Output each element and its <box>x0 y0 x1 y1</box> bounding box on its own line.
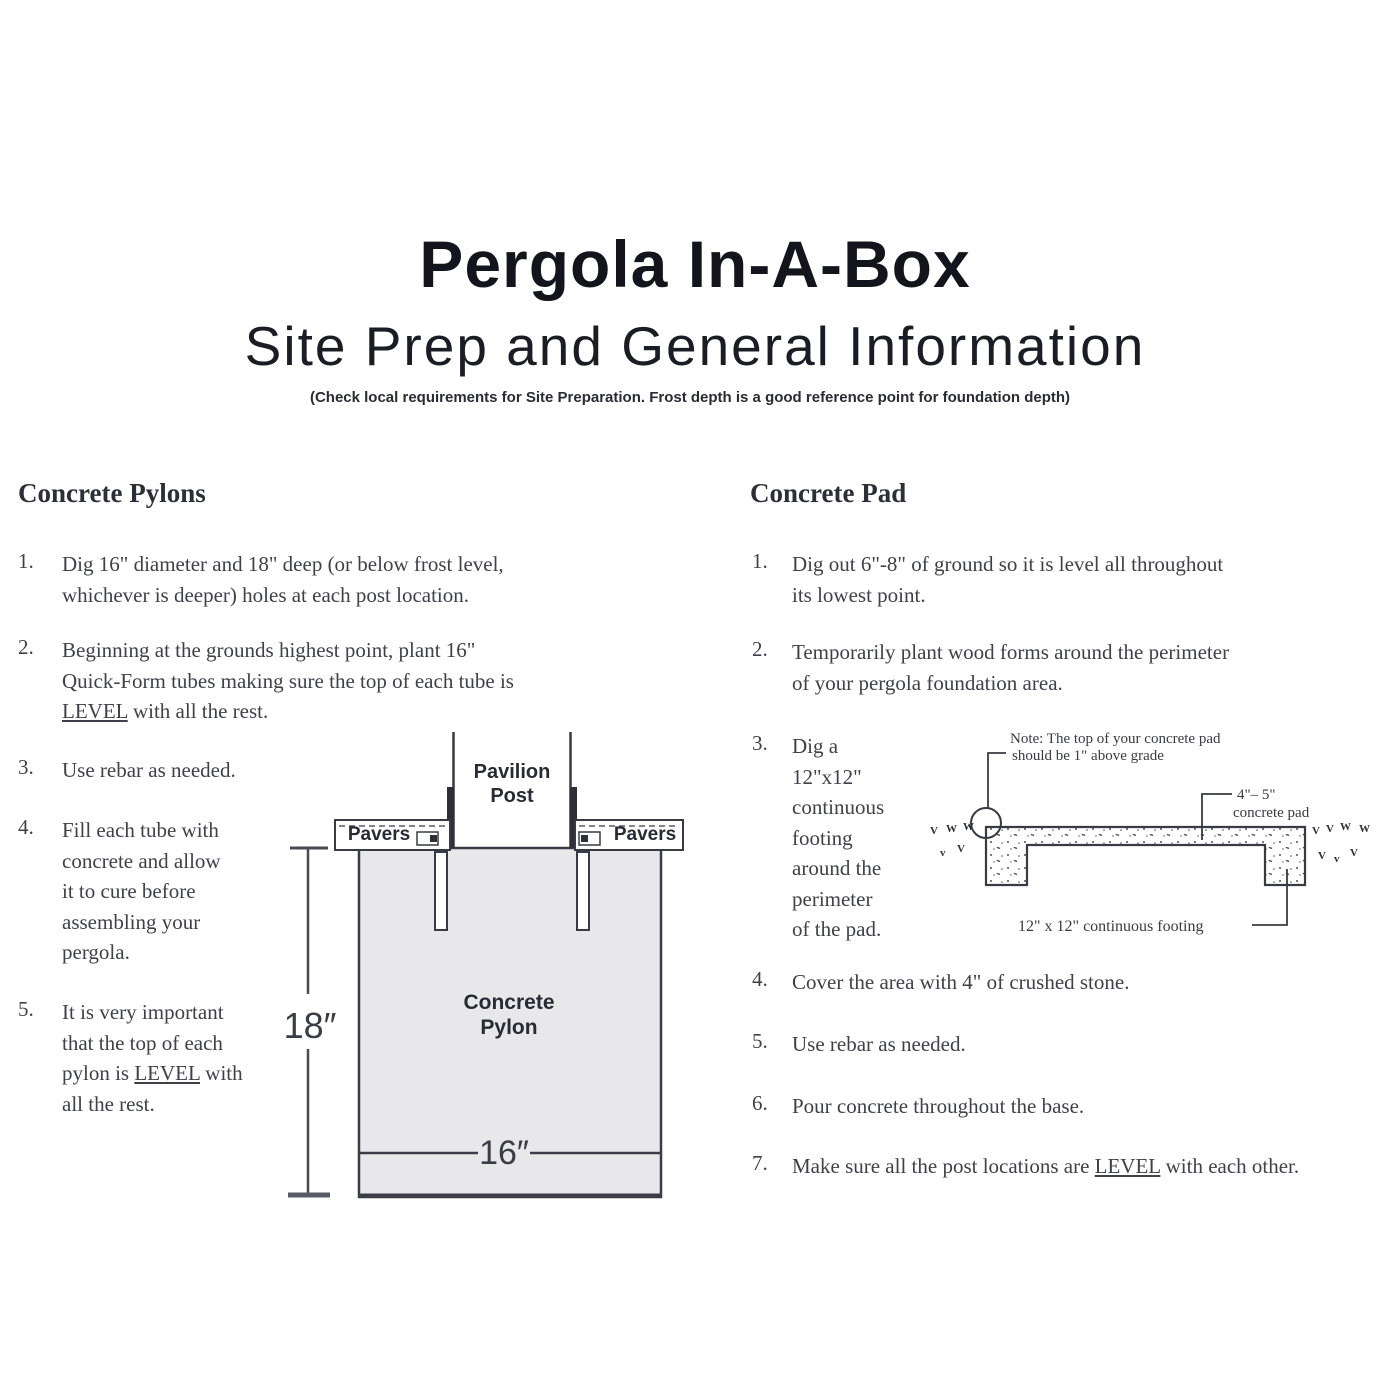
text-line <box>792 731 884 762</box>
text-segment: pylon is <box>62 1061 135 1085</box>
text-segment: Dig a <box>792 734 839 758</box>
text-segment: whichever is deeper) holes at each post location. <box>62 582 470 607</box>
pad-diagram-svg <box>920 722 1390 937</box>
text-line <box>792 967 1129 998</box>
text-segment: Pour concrete throughout the base. <box>792 1094 1085 1118</box>
svg-text:W: W <box>1340 821 1351 833</box>
pad-thickness-label2: concrete pad <box>1233 805 1310 821</box>
step-text <box>792 1151 1299 1182</box>
text-line <box>62 1089 243 1120</box>
anchor-plate-left-core <box>430 835 437 842</box>
text-segment: Temporarily plant wood forms around the perimeter <box>792 640 1230 664</box>
step-text <box>792 637 1229 698</box>
step-text <box>792 1091 1084 1122</box>
text-line <box>792 1091 1084 1122</box>
text-segment: 12"x12" <box>792 764 862 789</box>
text-segment: pergola. <box>62 940 130 964</box>
step-number: 5. <box>18 997 34 1021</box>
grade-note-line2: should be 1" above grade <box>1012 748 1164 764</box>
text-line <box>792 580 1223 611</box>
text-line <box>792 914 884 945</box>
svg-text:W: W <box>946 823 957 835</box>
text-line <box>792 762 884 793</box>
text-line <box>62 666 514 697</box>
svg-text:v: v <box>1334 853 1340 865</box>
pad-step-6 <box>752 1091 1084 1122</box>
step-number: 6. <box>752 1091 768 1115</box>
text-line <box>792 668 1229 699</box>
text-line <box>62 1028 243 1059</box>
pylon-diagram <box>280 722 700 1222</box>
text-segment: with each other. <box>1160 1154 1300 1178</box>
text-line <box>62 755 236 786</box>
pylons-step-1 <box>18 549 504 610</box>
text-line <box>62 635 514 666</box>
pad-step-7 <box>752 1151 1299 1182</box>
text-segment: all the rest. <box>62 1091 155 1116</box>
text-line <box>792 1029 966 1060</box>
text-segment: of your pergola foundation area. <box>792 670 1063 695</box>
svg-text:V: V <box>1312 825 1320 837</box>
text-segment: It is very important <box>62 1000 224 1024</box>
text-segment: around the <box>792 856 882 880</box>
pylons-step-2 <box>18 635 514 727</box>
step-number: 1. <box>752 549 768 573</box>
text-line <box>62 997 243 1028</box>
step-text <box>792 967 1129 998</box>
text-line <box>62 815 221 846</box>
svg-text:V: V <box>1326 823 1334 835</box>
svg-text:W: W <box>963 821 974 833</box>
pavers-label-right: Pavers <box>613 824 677 845</box>
step-number: 2. <box>752 637 768 661</box>
pad-diagram <box>920 722 1390 937</box>
width-dimension-value: 16″ <box>479 1134 529 1172</box>
step-text <box>792 731 884 945</box>
text-line <box>792 1151 1299 1182</box>
text-line <box>792 823 884 854</box>
step-number: 3. <box>752 731 768 755</box>
text-line <box>792 549 1223 580</box>
text-segment: Make sure all the post locations are <box>792 1154 1095 1178</box>
svg-text:V: V <box>930 825 938 837</box>
text-segment: assembling your <box>62 909 201 934</box>
step-text <box>792 1029 966 1060</box>
pylons-step-4 <box>18 815 221 968</box>
text-line <box>62 549 504 580</box>
text-segment: of the pad. <box>792 917 882 941</box>
step-number: 2. <box>18 635 34 659</box>
grade-note-leader <box>988 753 1006 808</box>
step-text <box>62 549 504 610</box>
text-segment: with all the rest. <box>127 699 269 723</box>
page-title: Pergola In-A-Box <box>419 227 971 301</box>
page-subtitle: Site Prep and General Information <box>244 315 1146 377</box>
text-segment: Dig 16" diameter and 18" deep (or below frost level, <box>62 552 504 576</box>
pad-cross-section-shape <box>986 827 1305 885</box>
pavilion-post-label: Pavilion Post <box>473 761 551 807</box>
text-segment: continuous <box>792 795 885 819</box>
pavers-label-left: Pavers <box>347 824 411 845</box>
text-segment: footing <box>792 825 853 850</box>
step-text <box>62 755 236 786</box>
step-number: 3. <box>18 755 34 779</box>
step-text <box>792 549 1223 610</box>
text-segment: its lowest point. <box>792 582 926 607</box>
text-line <box>792 853 884 884</box>
text-segment: Use rebar as needed. <box>792 1032 966 1056</box>
text-line <box>62 937 221 968</box>
underlined-text: LEVEL <box>1094 1154 1161 1178</box>
concrete-pylons-heading: Concrete Pylons <box>18 478 206 508</box>
pad-step-3 <box>752 731 884 945</box>
text-line <box>62 1058 243 1089</box>
underlined-text: LEVEL <box>134 1061 201 1085</box>
grade-note-line1: Note: The top of your concrete pad <box>1010 731 1221 747</box>
grass-tuft-left-icon <box>930 821 974 859</box>
depth-dimension-value: 18″ <box>283 1005 337 1046</box>
text-segment: that the top of each <box>62 1030 223 1055</box>
text-segment: Beginning at the grounds highest point, plant 16" <box>62 638 476 662</box>
footing-label: 12" x 12" continuous footing <box>1018 918 1204 935</box>
svg-text:V: V <box>1350 847 1358 859</box>
page-note: (Check local requirements for Site Preparation. Frost depth is a good reference point for foundation depth) <box>309 389 1071 406</box>
text-line <box>62 580 504 611</box>
text-segment: perimeter <box>792 886 873 911</box>
step-number: 1. <box>18 549 34 573</box>
svg-text:W: W <box>1359 823 1370 835</box>
text-line <box>62 907 221 938</box>
step-text <box>62 815 221 968</box>
text-line <box>62 846 221 877</box>
concrete-pylon-label: Concrete Pylon <box>463 991 555 1039</box>
step-number: 4. <box>752 967 768 991</box>
text-segment: concrete and allow <box>62 848 221 873</box>
text-segment: Use rebar as needed. <box>62 758 236 782</box>
svg-text:v: v <box>940 847 946 859</box>
pad-step-4 <box>752 967 1129 998</box>
text-line <box>792 792 884 823</box>
step-number: 7. <box>752 1151 768 1175</box>
svg-text:V: V <box>1318 850 1326 862</box>
text-line <box>792 884 884 915</box>
step-text <box>62 635 514 727</box>
pylons-step-5 <box>18 997 243 1119</box>
underlined-text: LEVEL <box>62 699 128 723</box>
text-segment: Cover the area with 4" of crushed stone. <box>792 970 1130 994</box>
text-segment: Dig out 6"-8" of ground so it is level all throughout <box>792 552 1224 576</box>
text-line <box>62 876 221 907</box>
text-line <box>792 637 1229 668</box>
step-number: 5. <box>752 1029 768 1053</box>
pad-step-5 <box>752 1029 966 1060</box>
pad-step-2 <box>752 637 1229 698</box>
pad-thickness-label: 4"– 5" <box>1237 787 1276 803</box>
pad-step-1 <box>752 549 1223 610</box>
anchor-plate-right-core <box>581 835 588 842</box>
text-segment: Fill each tube with <box>62 818 219 842</box>
text-segment: Quick-Form tubes making sure the top of each tube is <box>62 668 514 693</box>
pylons-step-3 <box>18 755 236 786</box>
grass-tuft-right-icon <box>1312 821 1370 865</box>
step-number: 4. <box>18 815 34 839</box>
text-segment: it to cure before <box>62 879 196 903</box>
svg-text:V: V <box>957 843 965 855</box>
text-segment: with <box>200 1061 243 1085</box>
concrete-pad-heading: Concrete Pad <box>750 478 907 508</box>
step-text <box>62 997 243 1119</box>
